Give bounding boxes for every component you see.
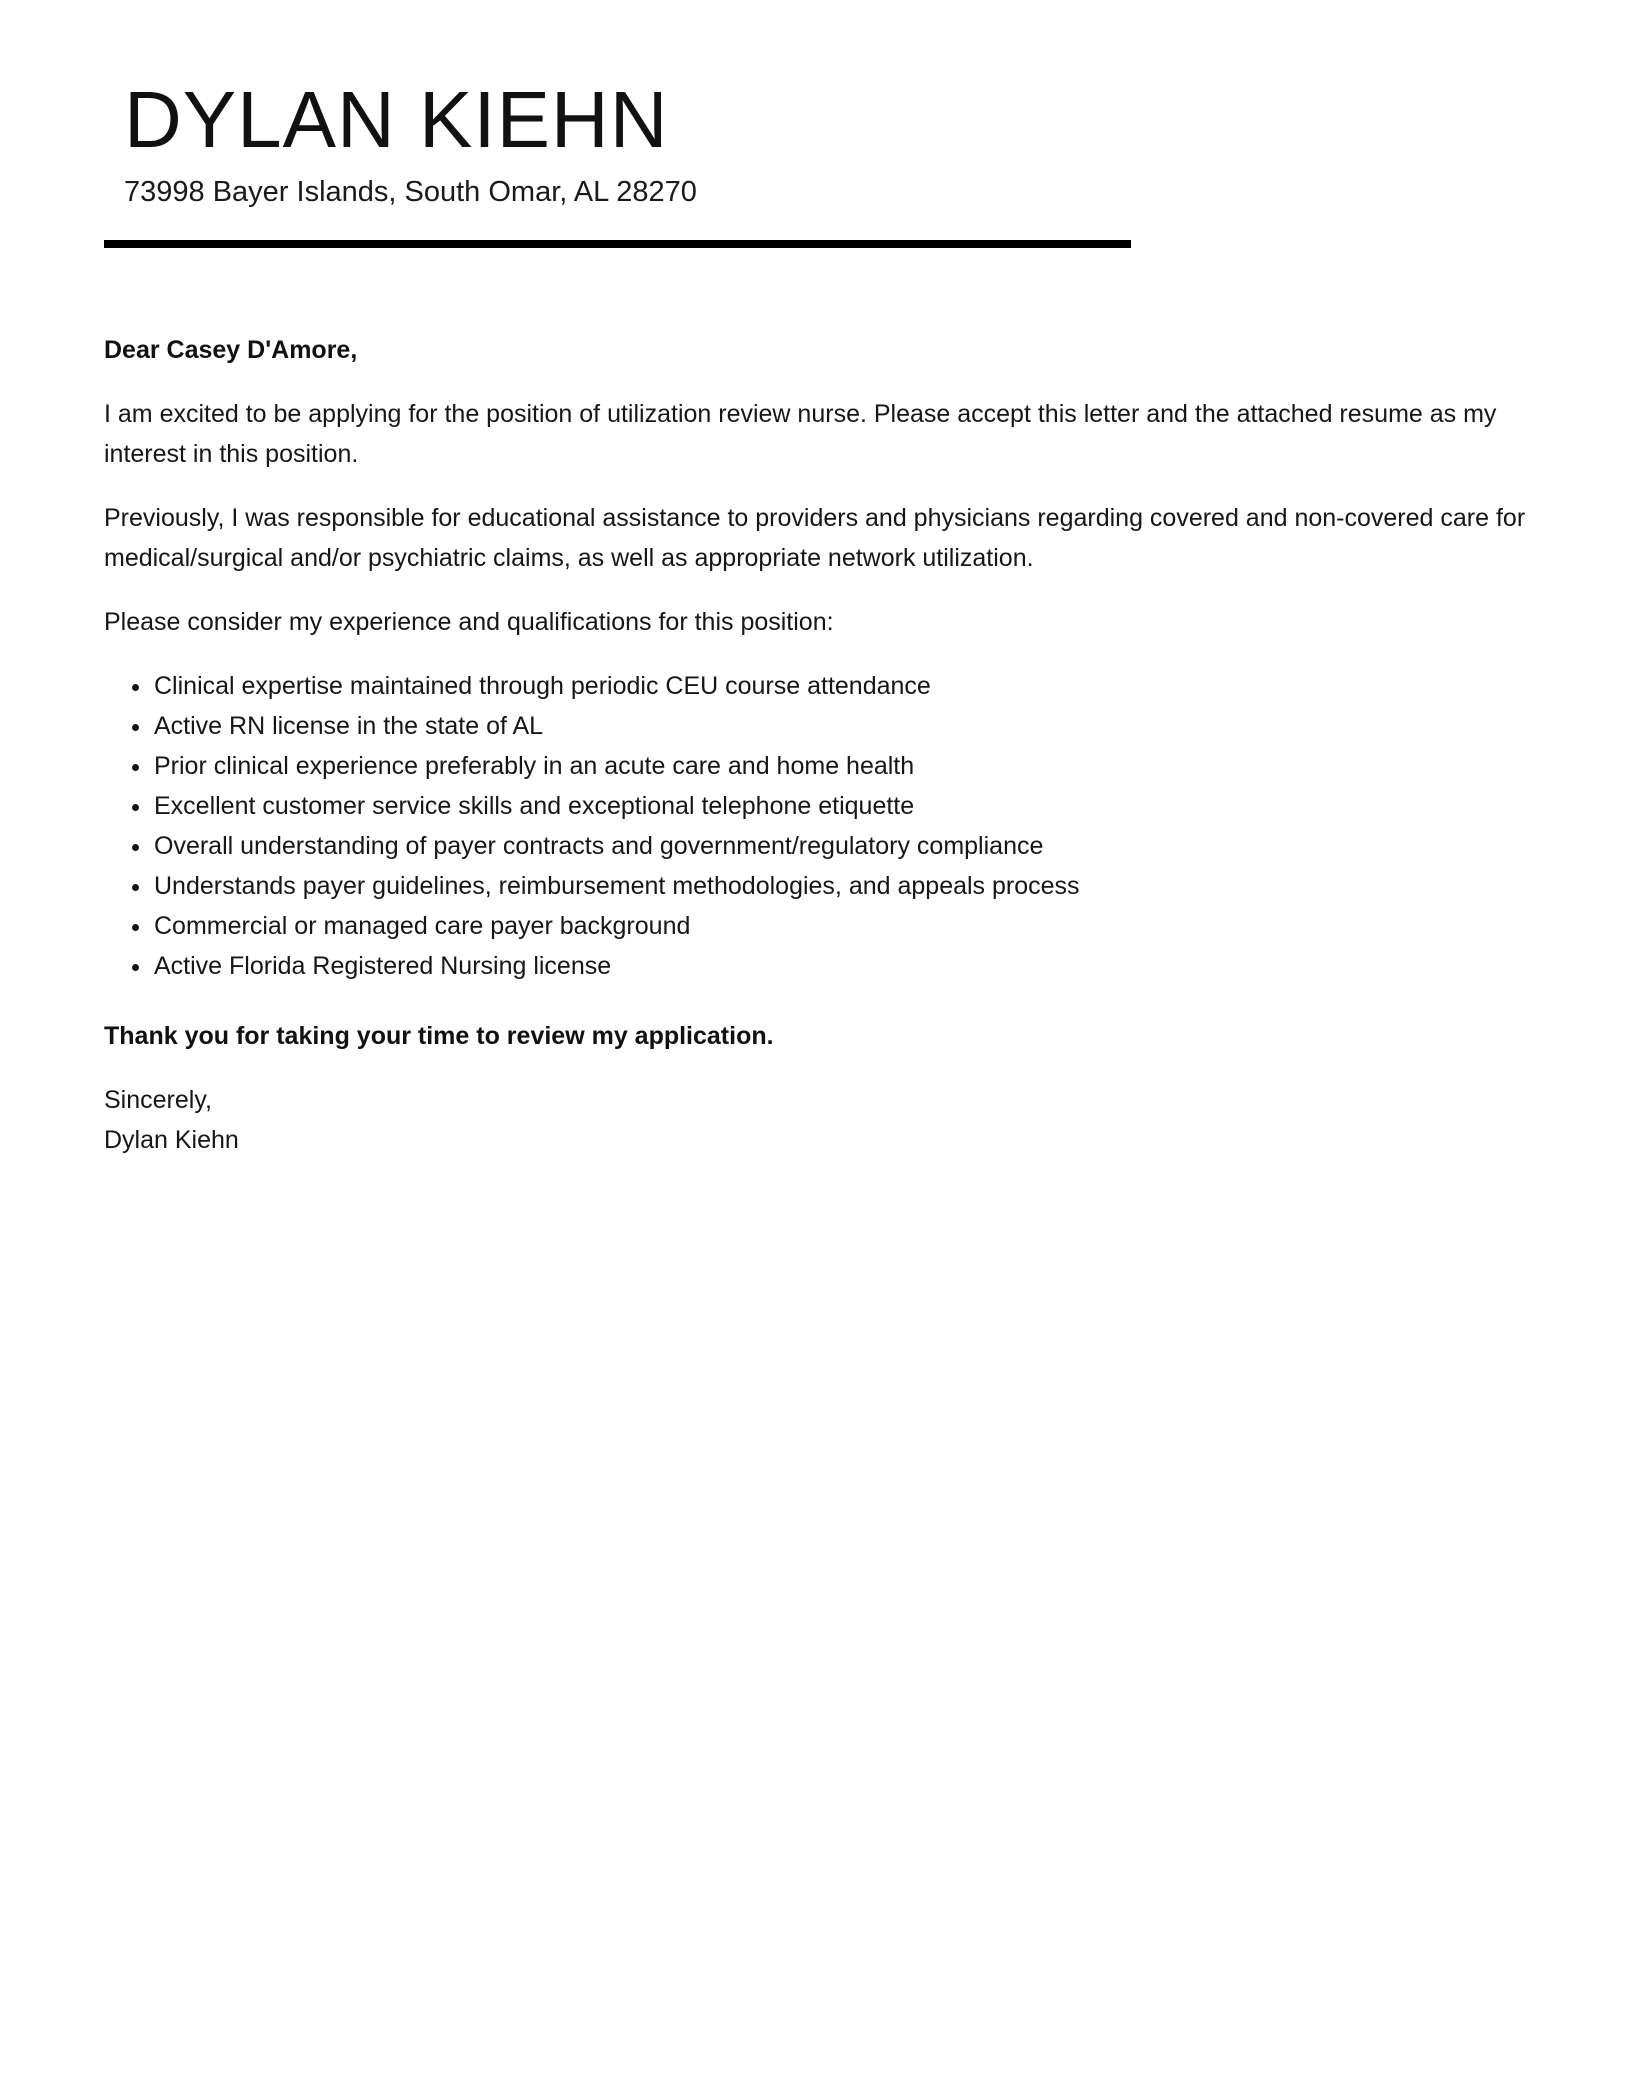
signature-name: Dylan Kiehn [104, 1126, 239, 1154]
intro-paragraph: I am excited to be applying for the position of utilization review nurse. Please accept this letter and the attached resume as my interest in this position. [104, 400, 1497, 468]
qualification-item: • Prior clinical experience preferably in an acute care and home health [152, 746, 1534, 786]
qualification-item: • Clinical expertise maintained through periodic CEU course attendance [152, 666, 1534, 706]
qualification-item: • Excellent customer service skills and exceptional telephone etiquette [152, 786, 1534, 826]
qualification-item: • Active Florida Registered Nursing license [152, 946, 1534, 986]
qualification-item: • Commercial or managed care payer background [152, 906, 1534, 946]
header-divider [104, 240, 1131, 248]
qualification-item: • Overall understanding of payer contracts and government/regulatory compliance [152, 826, 1534, 866]
qualifications-intro: Please consider my experience and qualifications for this position: [104, 608, 834, 636]
closing-line: Thank you for taking your time to review my application. [104, 1022, 774, 1050]
signoff [104, 1080, 1534, 1160]
greeting: Dear Casey D'Amore, [104, 336, 358, 364]
experience-paragraph: Previously, I was responsible for educational assistance to providers and physicians regarding covered and non-covered care for medical/surgical and/or psychiatric claims, as well as appropriate network utilization. [104, 504, 1526, 572]
letter-body [104, 330, 1534, 1160]
qualification-item: • Active RN license in the state of AL [152, 706, 1534, 746]
letter-header [104, 70, 1134, 248]
valediction: Sincerely, [104, 1086, 212, 1114]
sender-address: 73998 Bayer Islands, South Omar, AL 28270 [124, 176, 697, 208]
qualifications-list [104, 666, 1534, 986]
sender-name: DYLAN KIEHN [124, 75, 669, 164]
qualification-item: • Understands payer guidelines, reimbursement methodologies, and appeals process [152, 866, 1534, 906]
